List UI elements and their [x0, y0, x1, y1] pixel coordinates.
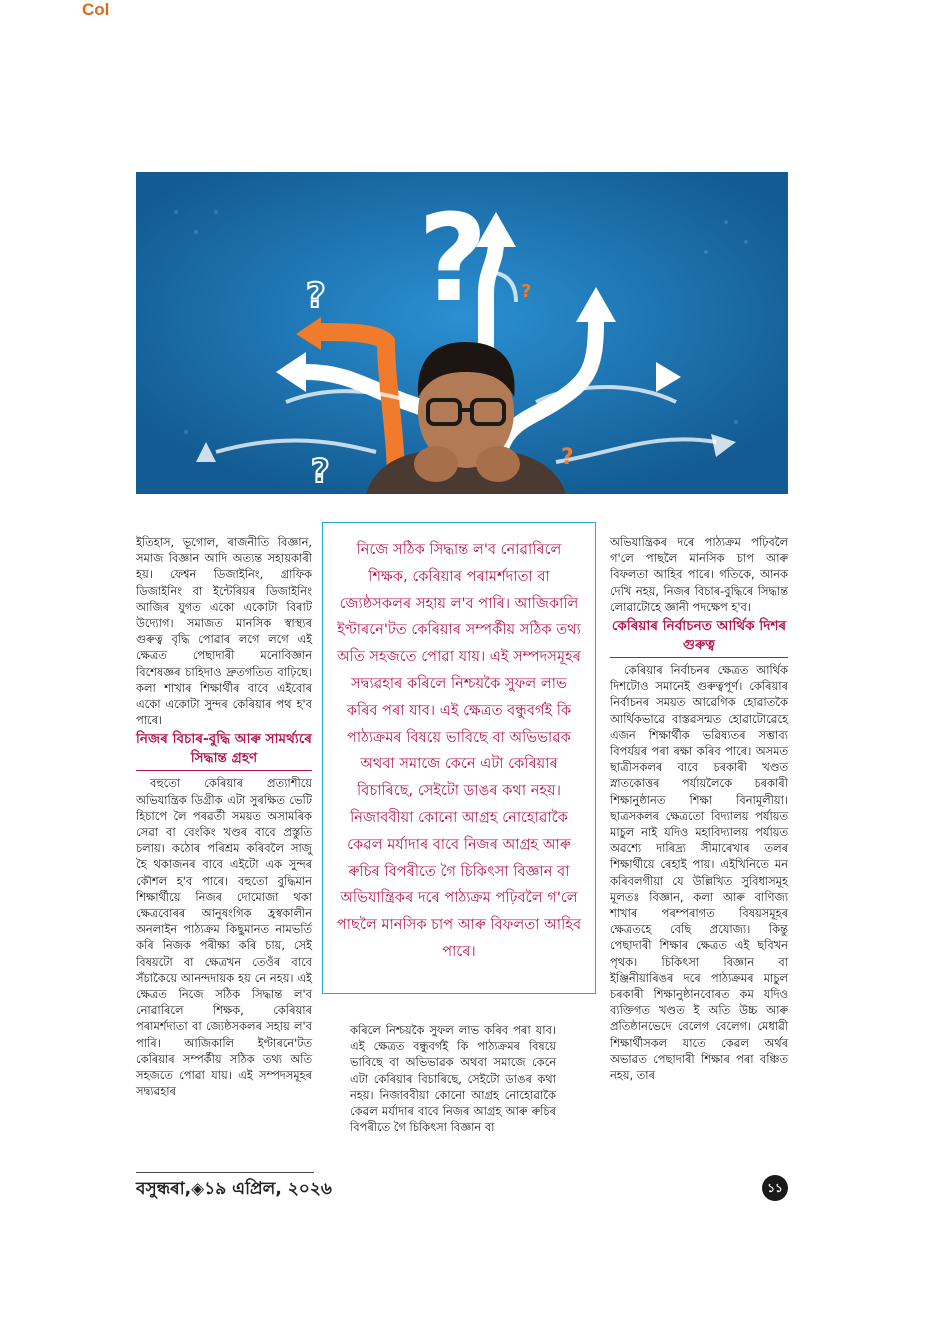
- footer-publication: [136, 1176, 332, 1204]
- diamond-icon: ◈: [191, 1179, 205, 1199]
- paragraph: কেৰিয়াৰ নিৰ্বাচনৰ ক্ষেত্ৰত আৰ্থিক দিশটোও সমানেই গুৰুত্বপূৰ্ণ। কেৰিয়াৰ নিৰ্বাচনৰ সময়ত আৱেগিক হোৱাতকৈ আৰ্থিকভাৱে বাস্তৱসন্মত হোৱাটোৱেহে এজন শিক্ষাৰ্থীক ভৱিষ্যতৰ সম্ভাব্য বিপৰ্যয়ৰ পৰা ৰক্ষা কৰিব পাৰে। অসমত ছাত্ৰীসকলৰ বাবে চৰকাৰী খণ্ডত স্নাতকোত্তৰ পৰ্যায়লৈকে চৰকাৰী শিক্ষানুষ্ঠানত শিক্ষা বিনামূলীয়া। ছাত্ৰসকলৰ ক্ষেত্ৰতো বিদ্যালয় পৰ্যায়ত মাচুল নাই যদিও মহাবিদ্যালয় পৰ্যায়ত অৱশ্যে দাৰিদ্ৰ্য সীমাৰেখাৰ তলৰ শিক্ষাৰ্থীয়ে ৰেহাই পায়। এইখিনিতে মন কৰিবলগীয়া যে উল্লিখিত সুবিধাসমূহ মূলতঃ বিজ্ঞান, কলা আৰু বাণিজ্য শাখাৰ পৰম্পৰাগত বিষয়সমূহৰ ক্ষেত্ৰতহে বেছি প্ৰযোজ্য। কিন্তু পেছাদাৰী শিক্ষাৰ ক্ষেত্ৰত এই ছবিখন পৃথক। চিকিৎসা বিজ্ঞান বা ইঞ্জিনীয়াৰিঙৰ দৰে পাঠ্যক্ৰমৰ মাচুল চৰকাৰী শিক্ষানুষ্ঠানবোৰত কম যদিও ব্যক্তিগত খণ্ডত ই অতি উচ্চ আৰু প্ৰতিষ্ঠানভেদে বেলেগ বেলেগ। মেধাৱী শিক্ষাৰ্থীসকল যাতে কেৱল অৰ্থৰ অভাৱত পেছাদাৰী শিক্ষাৰ পৰা বঞ্চিত নহয়, তাৰ: [610, 663, 788, 1083]
- section-heading: কেৰিয়াৰ নিৰ্বাচনত আৰ্থিক দিশৰ গুৰুত্ব: [610, 617, 788, 658]
- question-mark-icon: ?: [521, 281, 532, 302]
- question-mark-icon: ?: [311, 452, 330, 490]
- pull-quote: [322, 522, 596, 994]
- question-mark-icon: ?: [306, 276, 326, 316]
- question-mark-icon: ?: [561, 445, 574, 470]
- hero-illustration: [136, 172, 788, 494]
- paragraph: বহুতো কেৰিয়াৰ প্ৰত্যাশীয়ে অভিযান্ত্ৰিক ডিগ্ৰীক এটা সুৰক্ষিত ভেটি হিচাপে লৈ পৰৱৰ্তী সময়ত অসামৰিক সেৱা বা বেংকিং খণ্ডৰ বাবে প্ৰস্তুতি চলায়। কঠোৰ পৰিশ্ৰম কৰিবলৈ সাজু হৈ থকাজনৰ বাবে এইটো এক সুন্দৰ কৌশল হ'ব পাৰে। বহুতো বুদ্ধিমান শিক্ষাৰ্থীয়ে নিজৰ দোমোজা থকা ক্ষেত্ৰবোৰৰ আনুষংগিক হ্ৰস্বকালীন অনলাইন পাঠ্যক্ৰম কিছুমানত নামভৰ্তি কৰি নিজক পৰীক্ষা কৰি চায়, সেই বিষয়টো বা ক্ষেত্ৰখন তেওঁৰ বাবে সঁচাকৈয়ে আনন্দদায়ক হয় নে নহয়। এই ক্ষেত্ৰত নিজে সঠিক সিদ্ধান্ত ল'ব নোৱাৰিলে শিক্ষক, কেৰিয়াৰ পৰামৰ্শদাতা বা জ্যেষ্ঠসকলৰ সহায় ল'ব পাৰি। আজিকালি ইণ্টাৰনে'টত কেৰিয়াৰ সম্পৰ্কীয় সঠিক তথ্য অতি সহজতে পোৱা যায়। এই সম্পদসমূহৰ সদ্ব্যৱহাৰ: [136, 776, 312, 1099]
- question-mark-icon: ?: [418, 190, 488, 329]
- publication-name: বসুন্ধৰা,: [136, 1179, 192, 1199]
- hero-graphic: [136, 172, 788, 494]
- pull-quote-text: নিজে সঠিক সিদ্ধান্ত ল'ব নোৱাৰিলে শিক্ষক, কেৰিয়াৰ পৰামৰ্শদাতা বা জ্যেষ্ঠসকলৰ সহায় ল'ব পাৰি। আজিকালি ইণ্টাৰনে'টত কেৰিয়াৰ সম্পৰ্কীয় সঠিক তথ্য অতি সহজতে পোৱা যায়। এই সম্পদসমূহৰ সদ্ব্যৱহাৰ কৰিলে নিশ্চয়কৈ সুফল লাভ কৰিব পৰা যাব। এই ক্ষেত্ৰত বন্ধুবৰ্গই কি পাঠ্যক্ৰমৰ বিষয়ে ভাবিছে বা অভিভাৱক অথবা সমাজে কেনে এটা কেৰিয়াৰ বিচাৰিছে, সেইটো ডাঙৰ কথা নহয়। নিজাববীয়া কোনো আগ্ৰহ নোহোৱাকৈ কেৱল মৰ্যাদাৰ বাবে নিজৰ আগ্ৰহ আৰু ৰুচিৰ বিপৰীতে গৈ চিকিৎসা বিজ্ঞান বা অভিযান্ত্ৰিকৰ দৰে পাঠ্যক্ৰম পঢ়িবলৈ গ'লে পাছলৈ মানসিক চাপ আৰু বিফলতা আহিব পাৰে।: [336, 541, 582, 960]
- section-heading: নিজৰ বিচাৰ-বুদ্ধি আৰু সামৰ্থ্যৰে সিদ্ধান্ত গ্ৰহণ: [136, 730, 312, 771]
- article-column-3: [610, 534, 788, 1083]
- page-number: ১১: [762, 1175, 788, 1201]
- publication-date: ১৯ এপ্ৰিল, ২০২৬: [204, 1179, 332, 1199]
- footer-rule: [136, 1172, 314, 1173]
- article-column-1: [136, 534, 312, 1100]
- paragraph: কৰিলে নিশ্চয়কৈ সুফল লাভ কৰিব পৰা যাব। এই ক্ষেত্ৰত বন্ধুবৰ্গই কি পাঠ্যক্ৰমৰ বিষয়ে ভাবিছে বা অভিভাৱক অথবা সমাজে কেনে এটা কেৰিয়াৰ বিচাৰিছে, সেইটো ডাঙৰ কথা নহয়। নিজাববীয়া কোনো আগ্ৰহ নোহোৱাকৈ কেৱল মৰ্যাদাৰ বাবে নিজৰ আগ্ৰহ আৰু ৰুচিৰ বিপৰীতে গৈ চিকিৎসা বিজ্ঞান বা: [350, 1023, 556, 1135]
- paragraph: ইতিহাস, ভূগোল, ৰাজনীতি বিজ্ঞান, সমাজ বিজ্ঞান আদি অত্যন্ত সহায়কাৰী হয়। ফেশ্বন ডিজাইনিং, গ্ৰাফিক ডিজাইনিং বা ইন্টেৰিয়ৰ ডিজাইনিং আজিৰ যুগত একো একোটা বিৰাট উদ্যোগ। সমাজত মানসিক স্বাস্থ্যৰ গুৰুত্ব বৃদ্ধি পোৱাৰ লগে লগে এই ক্ষেত্ৰত পেছাদাৰী মনোবিজ্ঞান বিশেষজ্ঞৰ চাহিদাও দ্ৰুতগতিত বাঢ়িছে। কলা শাখাৰ শিক্ষাৰ্থীৰ বাবে এইবোৰ একো একোটা সুন্দৰ কেৰিয়াৰ পথ হ'ব পাৰে।: [136, 535, 312, 728]
- article-column-2: [350, 1022, 556, 1135]
- top-mark: Col: [82, 0, 110, 19]
- paragraph: অভিযান্ত্ৰিকৰ দৰে পাঠ্যক্ৰম পঢ়িবলৈ গ'লে পাছলৈ মানসিক চাপ আৰু বিফলতা আহিব পাৰে। গতিকে, আনক দেখি নহয়, নিজৰ বিচাৰ-বুদ্ধিৰে সিদ্ধান্ত লোৱাটোহে জ্ঞানী পদক্ষেপ হ'ব।: [610, 535, 788, 614]
